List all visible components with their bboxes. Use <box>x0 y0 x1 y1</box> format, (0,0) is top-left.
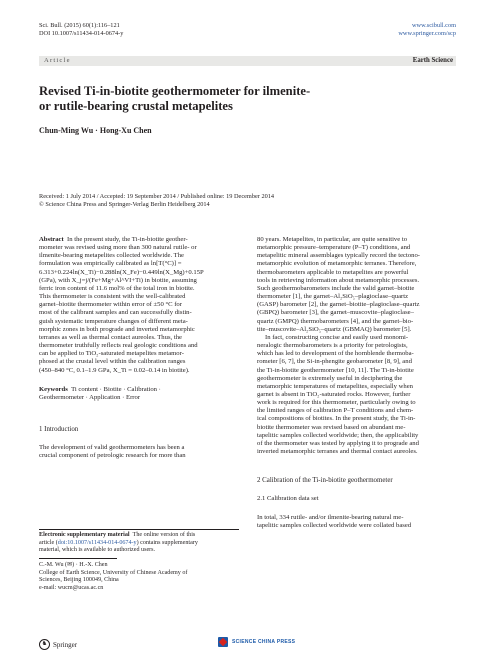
abstract-line: can be applied to TiO₂-saturated metapelites metamor- <box>39 350 184 358</box>
doi-text: DOI 10.1007/s11434-014-0674-y <box>39 30 124 37</box>
title-line-1: Revised Ti-in-biotite geothermometer for ilmenite- <box>39 84 311 98</box>
abstract-line: This thermometer is consistent with the well-calibrated <box>39 293 186 301</box>
intro-line: crucial component of petrologic research for more than <box>39 452 186 460</box>
abstract-line: terranes as well as thermal contact aureoles. Thus, the <box>39 333 182 341</box>
springer-footer <box>39 639 77 650</box>
article-type-label: Article <box>44 57 71 64</box>
abstract-line: ferric iron content of 11.6 mol% of the total iron in biotite. <box>39 284 195 292</box>
abstract-line: formulation was empirically calibrated as ln[T(°C)] = <box>39 260 182 268</box>
springer-link[interactable]: www.springer.com/scp <box>398 30 456 37</box>
affiliation-address: Sciences, Beijing 100049, China <box>39 577 119 584</box>
journal-header <box>39 22 123 38</box>
authors: Chun-Ming Wu · Hong-Xu Chen <box>39 126 152 135</box>
left-column <box>39 236 239 460</box>
abstract-line: ilmenite-bearing metapelites collected worldwide. The <box>39 252 184 260</box>
section-2-heading: 2 Calibration of the Ti-in-biotite geothermometer <box>257 477 393 485</box>
affiliation-rule <box>39 558 117 559</box>
abstract-line: guish systematic temperature changes of different meta- <box>39 317 188 325</box>
right-column <box>257 236 457 530</box>
paragraph-2: In fact, constructing concise and easily used monomi- neralogic thermobarometers is a priority for petrologists, which has led to development of the hornblende thermoba- rometer [6, 7], the Si-in-phengite geobarometer [8, 9], and the Ti-in-biotite geothermometer [10, 11]. The Ti-in-biotite geothermometer is extremely useful in deciphering the metamorphic temperatures of metapelites, especially when garnet is absent in TiO₂-saturated rocks. However, further work is required for this thermometer, particularly owing to the limited ranges of calibration P–T conditions and chem- ical compositions of biotites. In the present study, the Ti-in- biotite thermometer was revised based on abundant me- tapelitic samples collected worldwide; then, the applicability of the thermometer was tested by applying it to prograde and inverted metamorphic terranes and thermal contact aureoles. <box>257 333 419 456</box>
keywords-heading: Keywords <box>39 385 68 393</box>
copyright-line: © Science China Press and Springer-Verlag Berlin Heidelberg 2014 <box>39 201 210 208</box>
abstract-line: morphic zones in both prograde and inverted metamorphic <box>39 325 195 333</box>
abstract-line: phosed at the crustal level within the calibration ranges <box>39 358 186 366</box>
received-dates: Received: 1 July 2014 / Accepted: 19 September 2014 / Published online: 19 December 2014 <box>39 193 275 200</box>
affiliation <box>39 562 239 592</box>
affiliation-names: C.-M. Wu (✉) · H.-X. Chen <box>39 562 108 568</box>
title-line-2: or rutile-bearing crustal metapelites <box>39 99 233 113</box>
scibull-link[interactable]: www.scibull.com <box>411 22 456 29</box>
introduction <box>39 426 239 460</box>
intro-line: The development of valid geothermometers has been a <box>39 444 185 452</box>
subsection-2-1-heading: 2.1 Calibration data set <box>257 495 319 503</box>
abstract-line: thermometer truthfully reflects real geologic conditions and <box>39 342 198 350</box>
springer-label: Springer <box>53 640 78 649</box>
paper-title <box>39 84 419 114</box>
footnote-rule <box>39 529 239 530</box>
springer-horse-icon: ♞ <box>39 639 50 650</box>
affiliation-email[interactable]: e-mail: wucm@ucas.ac.cn <box>39 584 104 591</box>
science-china-press-label: SCIENCE CHINA PRESS <box>232 639 296 645</box>
keywords-line-1: Ti content · Biotite · Calibration · <box>71 385 161 393</box>
abstract-line: 6.313+0.224ln(X_Ti)−0.288ln(X_Fe)−0.449ln(X_Mg)+0.15P <box>39 268 204 276</box>
intro-heading: 1 Introduction <box>39 425 79 433</box>
keywords <box>39 386 239 402</box>
scp-footer <box>218 637 295 647</box>
abstract-line-0: Abstract In the present study, the Ti-in-biotite geother- <box>39 236 188 243</box>
journal-citation: Sci. Bull. (2015) 60(1):116–121 <box>39 22 120 29</box>
abstract-line: most of the calibrant samples and can successfully distin- <box>39 309 192 317</box>
article-banner <box>39 56 456 66</box>
abstract-heading: Abstract <box>39 236 64 243</box>
publication-history <box>39 193 459 209</box>
abstract-line: (GPa), with X_j=j/(Fe+Mg+Al^VI+Ti) in biotite, assuming <box>39 276 197 284</box>
journal-links <box>398 22 456 38</box>
abstract-line: garnet–biotite thermometer within error of ±50 °C for <box>39 301 182 309</box>
subsection-2-1-text: In total, 334 rutile- and/or ilmenite-bearing natural me- tapelitic samples collected worldwide were collated based <box>257 513 412 529</box>
esm-heading: Electronic supplementary material <box>39 532 130 538</box>
paragraph-1: 80 years. Metapelites, in particular, are quite sensitive to metamorphic pressure–temperature (P–T) conditions, and metapelitic mineral assemblages typically record the tectono- metamorphic evolution of metamorphic terranes. Therefore, thermobarometers applicable to metapelites are powerful tools in retrieving information about metamorphic processes. Such geothermobarometers include the valid garnet–biotite thermometer [1], the garnet–Al₂SiO₅–plagioclase–quartz (GASP) barometer [2], the garnet–biotite–plagioclase–quartz (GBPQ) barometer [3], the garnet–muscovite–plagioclase– quartz (GMPQ) thermobarometers [4], and the garnet–bio- tite–muscovite–Al₂SiO₅–quartz (GBMAQ) barometer [5]. <box>257 236 421 333</box>
doi-link[interactable]: doi:10.1007/s11434-014-0674-y <box>57 539 137 546</box>
affiliation-college: College of Earth Science, University of Chinese Academy of <box>39 569 188 576</box>
abstract-line: mometer was revised using more than 300 natural rutile- or <box>39 244 197 252</box>
abstract-line: (450–840 °C, 0.1–1.9 GPa, X_Ti = 0.02–0.14 in biotite). <box>39 366 190 374</box>
abstract <box>39 236 239 375</box>
keywords-line-2: Geothermometer · Application · Error <box>39 393 141 401</box>
subject-label: Earth Science <box>412 57 453 64</box>
science-china-press-logo-icon <box>218 637 228 647</box>
esm-footnote: Electronic supplementary material The online version of this article (doi:10.1007/s11434-014-0674-y) contains supplementary material, which is available to authorized users. <box>39 532 198 554</box>
